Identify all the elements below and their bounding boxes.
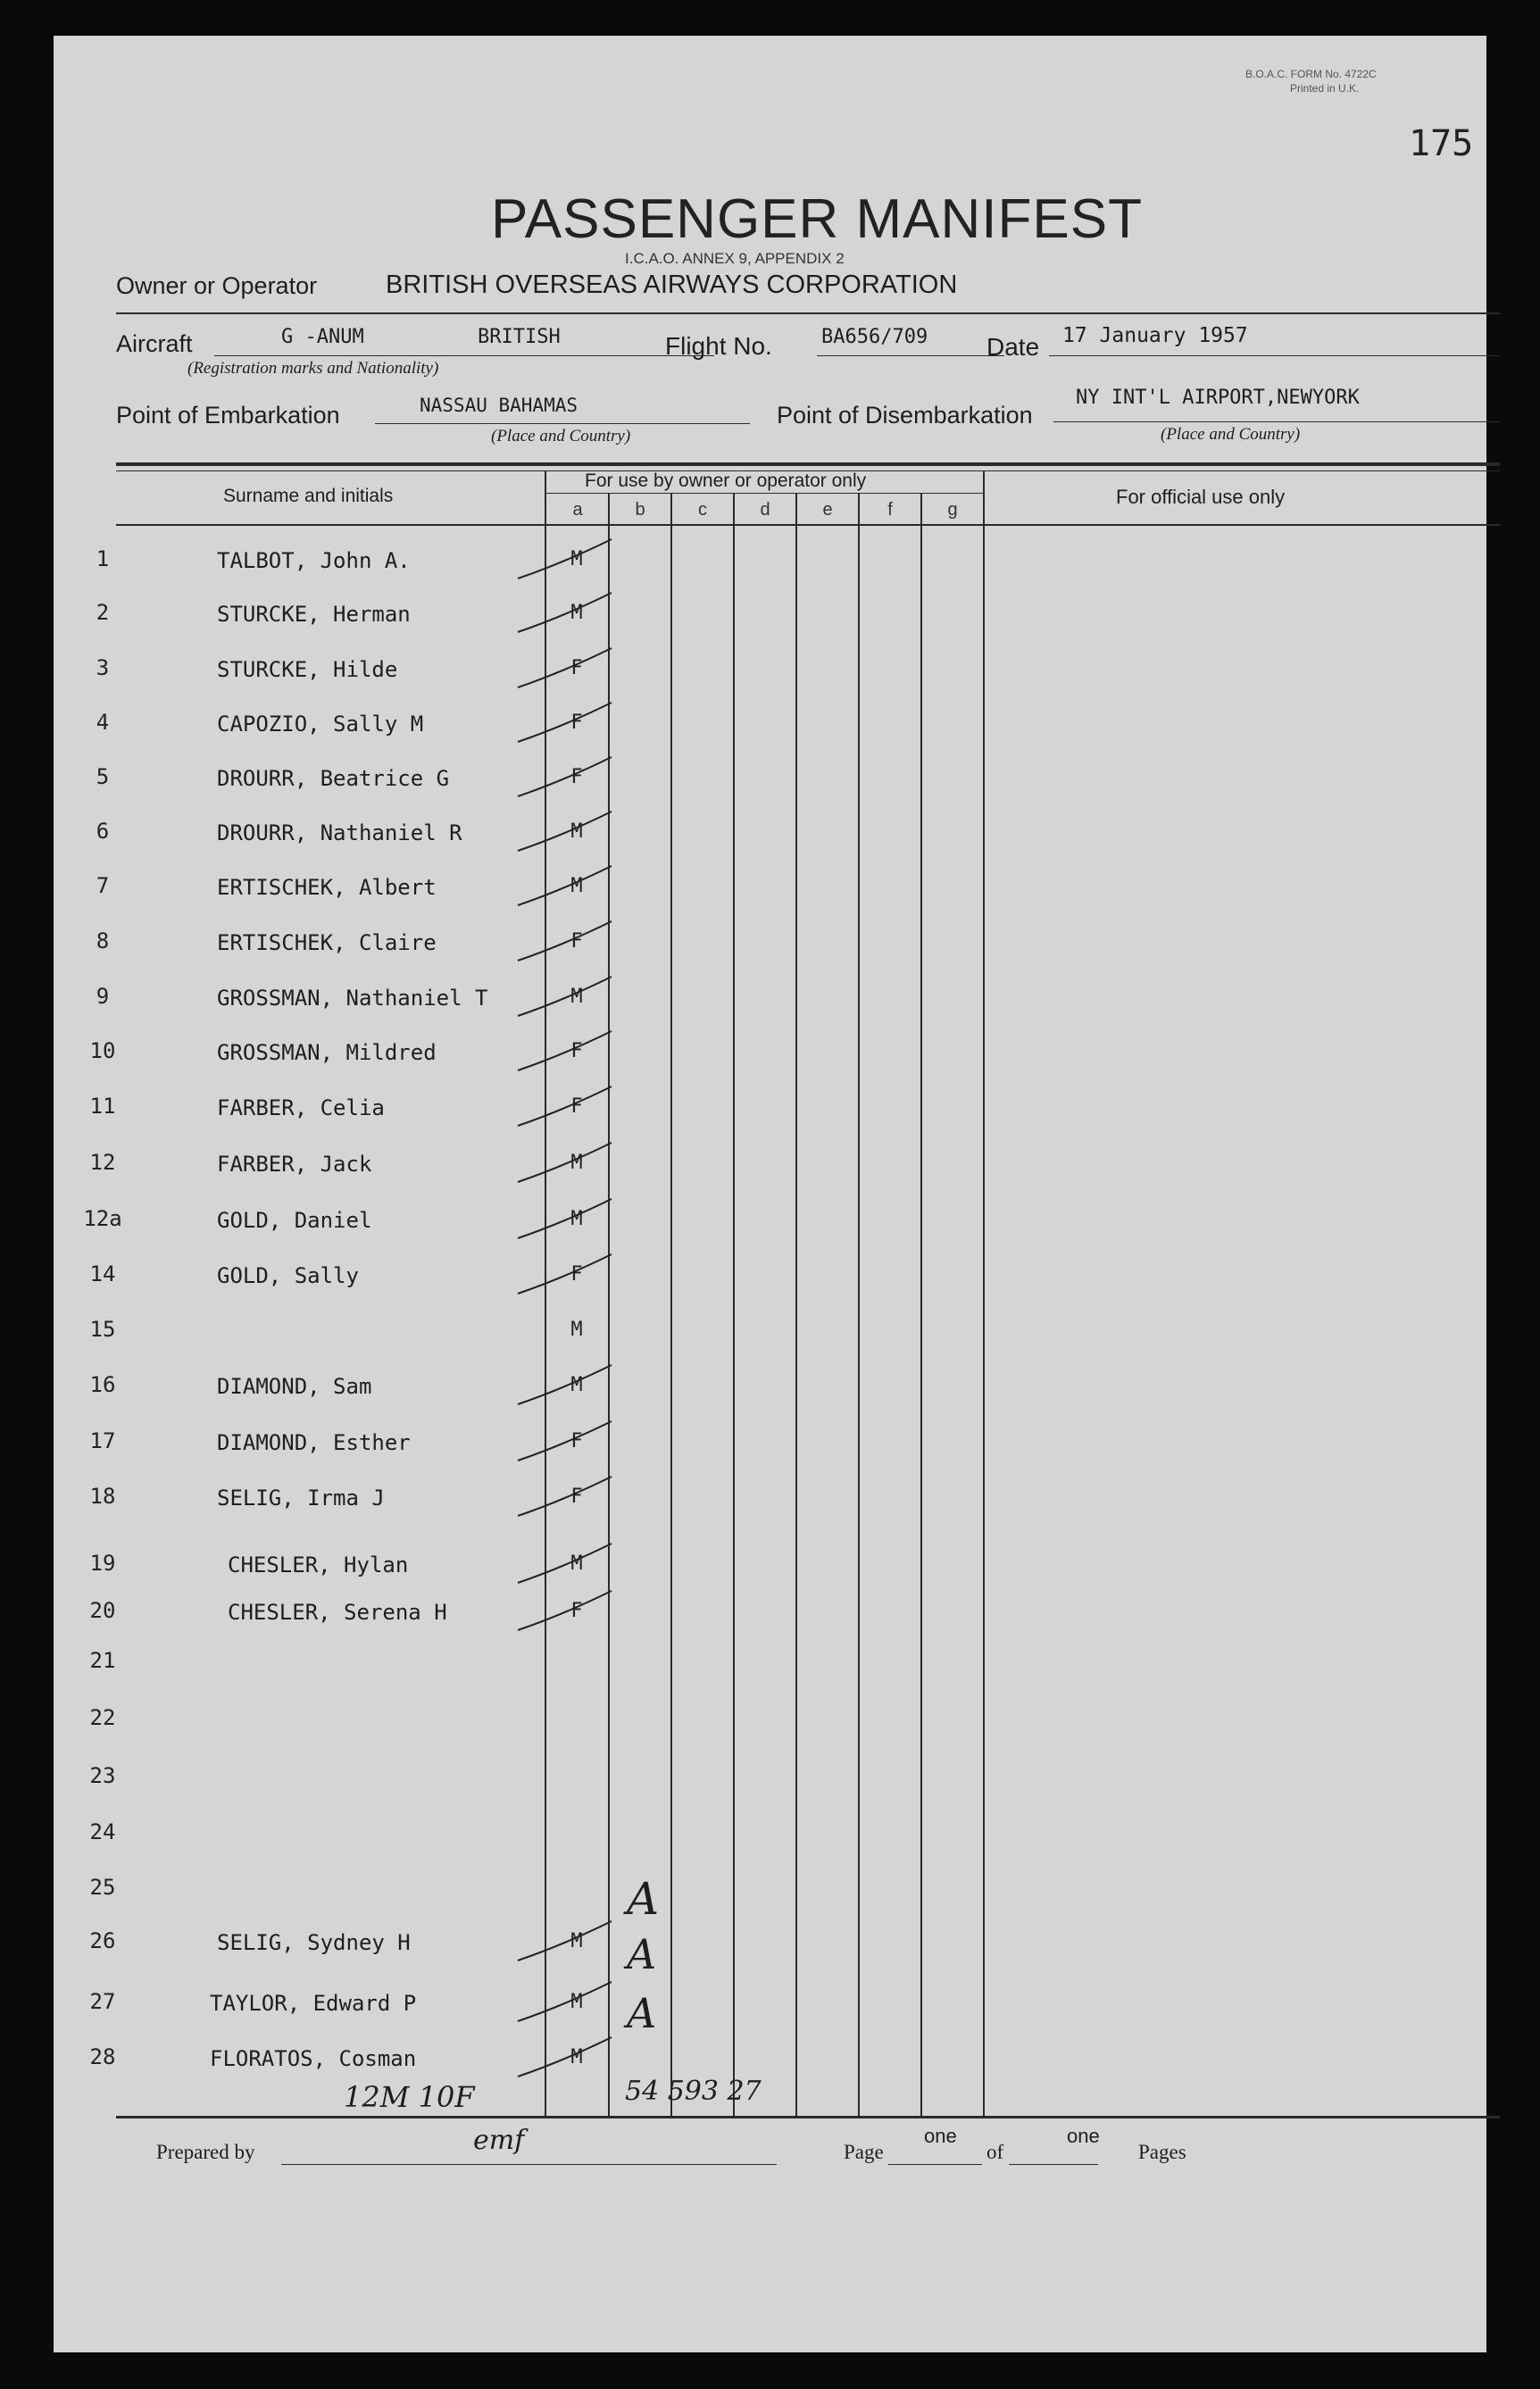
passenger-name: GROSSMAN, Mildred (217, 1040, 437, 1065)
row-number: 11 (89, 1094, 116, 1119)
official-column-header: For official use only (1116, 486, 1286, 508)
page-stamp-number: 175 (1409, 123, 1474, 164)
passenger-name: ERTISCHEK, Albert (217, 875, 437, 900)
pen-tick-marks (54, 36, 1486, 2352)
passenger-name: GROSSMAN, Nathaniel T (217, 986, 488, 1011)
column-header-f: f (887, 500, 893, 520)
row-number: 19 (89, 1551, 116, 1576)
owner-label: Owner or Operator (116, 272, 318, 299)
passenger-sex: M (570, 548, 583, 570)
row-number: 1 (96, 546, 110, 571)
embarkation-note: (Place and Country) (491, 427, 631, 445)
pen-tick (518, 1365, 612, 1404)
of-value: one (1067, 2125, 1100, 2147)
disembarkation-note: (Place and Country) (1161, 425, 1301, 444)
pen-tick (518, 648, 612, 687)
pen-tick (518, 1086, 612, 1126)
row-number: 28 (89, 2044, 116, 2069)
pen-tick (518, 1254, 612, 1294)
name-column-header: Surname and initials (223, 486, 394, 506)
row-number: 9 (96, 984, 110, 1009)
row-number: 27 (89, 1989, 116, 2014)
prepared-by-label: Prepared by (156, 2141, 255, 2163)
passenger-name: STURCKE, Hilde (217, 657, 398, 682)
passenger-name: DIAMOND, Sam (217, 1374, 372, 1399)
pen-tick (518, 703, 612, 742)
aircraft-note: (Registration marks and Nationality) (187, 359, 439, 378)
passenger-sex: M (570, 1991, 583, 2013)
date-value: 17 January 1957 (1062, 324, 1248, 347)
aircraft-label: Aircraft (116, 330, 193, 357)
of-label: of (986, 2141, 1004, 2163)
passenger-sex: M (570, 1319, 583, 1341)
passenger-sex: M (570, 1152, 583, 1174)
row-number: 4 (96, 710, 110, 735)
pen-tick (518, 866, 612, 905)
row-number: 22 (89, 1705, 116, 1730)
passenger-sex: M (570, 875, 583, 897)
passenger-sex: F (570, 657, 583, 679)
passenger-sex: M (570, 1374, 583, 1396)
form-printed-note: Printed in U.K. (1290, 82, 1360, 95)
pen-tick (518, 2037, 612, 2077)
pages-label: Pages (1138, 2141, 1186, 2163)
prepared-by-underline (281, 2164, 777, 2165)
passenger-sex: M (570, 1930, 583, 1952)
passenger-sex: F (570, 1486, 583, 1508)
row-number: 15 (89, 1317, 116, 1342)
passenger-sex: M (570, 986, 583, 1008)
column-header-b: b (635, 500, 645, 520)
passenger-name: STURCKE, Herman (217, 602, 411, 627)
handwritten-mark-row-26: A (627, 1873, 660, 1925)
pen-tick (518, 977, 612, 1016)
passenger-name: FARBER, Jack (217, 1152, 372, 1177)
pen-tick (518, 1199, 612, 1238)
row-number: 5 (96, 764, 110, 789)
pen-tick (518, 1143, 612, 1182)
row-number: 21 (89, 1648, 116, 1673)
flight-value: BA656/709 (821, 326, 928, 348)
pen-tick (518, 757, 612, 796)
embarkation-value: NASSAU BAHAMAS (420, 395, 579, 416)
passenger-name: DROURR, Nathaniel R (217, 820, 462, 845)
passenger-sex: F (570, 1430, 583, 1453)
pen-tick (518, 539, 612, 579)
pen-tick (518, 1477, 612, 1516)
disembarkation-value: NY INT'L AIRPORT,NEWYORK (1076, 387, 1360, 409)
passenger-name: TAYLOR, Edward P (210, 1991, 417, 2016)
page-subtitle: I.C.A.O. ANNEX 9, APPENDIX 2 (625, 250, 845, 267)
passenger-sex: F (570, 1600, 583, 1622)
totals-handwritten: 54 593 27 (625, 2076, 762, 2107)
row-number: 12 (89, 1150, 116, 1175)
passenger-sex: F (570, 766, 583, 788)
row-number: 25 (89, 1875, 116, 1900)
column-header-c: c (698, 500, 707, 520)
column-header-e: e (822, 500, 833, 520)
page-value: one (924, 2125, 957, 2147)
pen-tick (518, 593, 612, 632)
passenger-name: CAPOZIO, Sally M (217, 712, 424, 737)
handwritten-mark-row-27: A (627, 1930, 657, 1978)
passenger-name: FLORATOS, Cosman (210, 2046, 417, 2071)
row-number: 6 (96, 819, 110, 844)
passenger-name: FARBER, Celia (217, 1095, 385, 1120)
operator-column-header: For use by owner or operator only (585, 470, 867, 491)
passenger-name: CHESLER, Serena H (228, 1600, 447, 1625)
passenger-sex: F (570, 930, 583, 953)
row-number: 24 (89, 1819, 116, 1844)
flight-label: Flight No. (665, 332, 772, 360)
page-underline (888, 2164, 982, 2165)
row-number: 8 (96, 928, 110, 953)
column-header-a: a (572, 500, 583, 520)
form-reference: B.O.A.C. FORM No. 4722C (1245, 68, 1377, 80)
row-number: 16 (89, 1372, 116, 1397)
passenger-name: CHESLER, Hylan (228, 1552, 409, 1577)
row-number: 18 (89, 1484, 116, 1509)
passenger-sex: M (570, 2046, 583, 2069)
page-title: PASSENGER MANIFEST (491, 188, 1143, 250)
row-number: 2 (96, 600, 110, 625)
owner-value: BRITISH OVERSEAS AIRWAYS CORPORATION (386, 271, 958, 299)
manifest-page (54, 36, 1486, 2352)
passenger-sex: F (570, 1040, 583, 1062)
column-header-g: g (947, 500, 958, 520)
passenger-name: TALBOT, John A. (217, 548, 411, 573)
aircraft-nationality: BRITISH (478, 326, 561, 348)
passenger-sex: M (570, 1552, 583, 1575)
passenger-sex: F (570, 1263, 583, 1286)
passenger-sex: M (570, 602, 583, 624)
table-bottom-rule (116, 2116, 1500, 2118)
pen-tick (518, 1031, 612, 1070)
row-number: 3 (96, 655, 110, 680)
row-number: 20 (89, 1598, 116, 1623)
pen-tick (518, 1982, 612, 2021)
row-number: 23 (89, 1763, 116, 1788)
pen-tick (518, 1544, 612, 1583)
passenger-name: GOLD, Sally (217, 1263, 359, 1288)
row-number: 7 (96, 873, 110, 898)
passenger-sex: M (570, 1208, 583, 1230)
column-header-d: d (760, 500, 770, 520)
passenger-name: SELIG, Irma J (217, 1486, 385, 1511)
row-number: 10 (89, 1038, 116, 1063)
date-label: Date (986, 333, 1040, 361)
aircraft-registration: G -ANUM (281, 326, 364, 348)
disembarkation-label: Point of Disembarkation (777, 402, 1033, 429)
pen-tick (518, 1591, 612, 1630)
pen-tick (518, 1921, 612, 1960)
passenger-name: ERTISCHEK, Claire (217, 930, 437, 955)
page-label: Page (844, 2141, 884, 2163)
passenger-sex: F (570, 712, 583, 734)
totals-by-sex: 12M 10F (344, 2080, 475, 2114)
pen-tick (518, 1421, 612, 1461)
embarkation-label: Point of Embarkation (116, 402, 340, 429)
of-underline (1009, 2164, 1098, 2165)
passenger-name: SELIG, Sydney H (217, 1930, 411, 1955)
row-number: 26 (89, 1928, 116, 1953)
passenger-sex: F (570, 1095, 583, 1118)
passenger-name: DROURR, Beatrice G (217, 766, 450, 791)
passenger-name: GOLD, Daniel (217, 1208, 372, 1233)
pen-tick (518, 921, 612, 961)
row-number: 14 (89, 1261, 116, 1286)
handwritten-mark-row-28: A (627, 1989, 657, 2037)
row-number: 12a (83, 1206, 122, 1231)
passenger-name: DIAMOND, Esther (217, 1430, 411, 1455)
row-number: 17 (89, 1428, 116, 1453)
pen-tick (518, 812, 612, 851)
passenger-sex: M (570, 820, 583, 843)
prepared-by-signature: emf (473, 2125, 525, 2156)
